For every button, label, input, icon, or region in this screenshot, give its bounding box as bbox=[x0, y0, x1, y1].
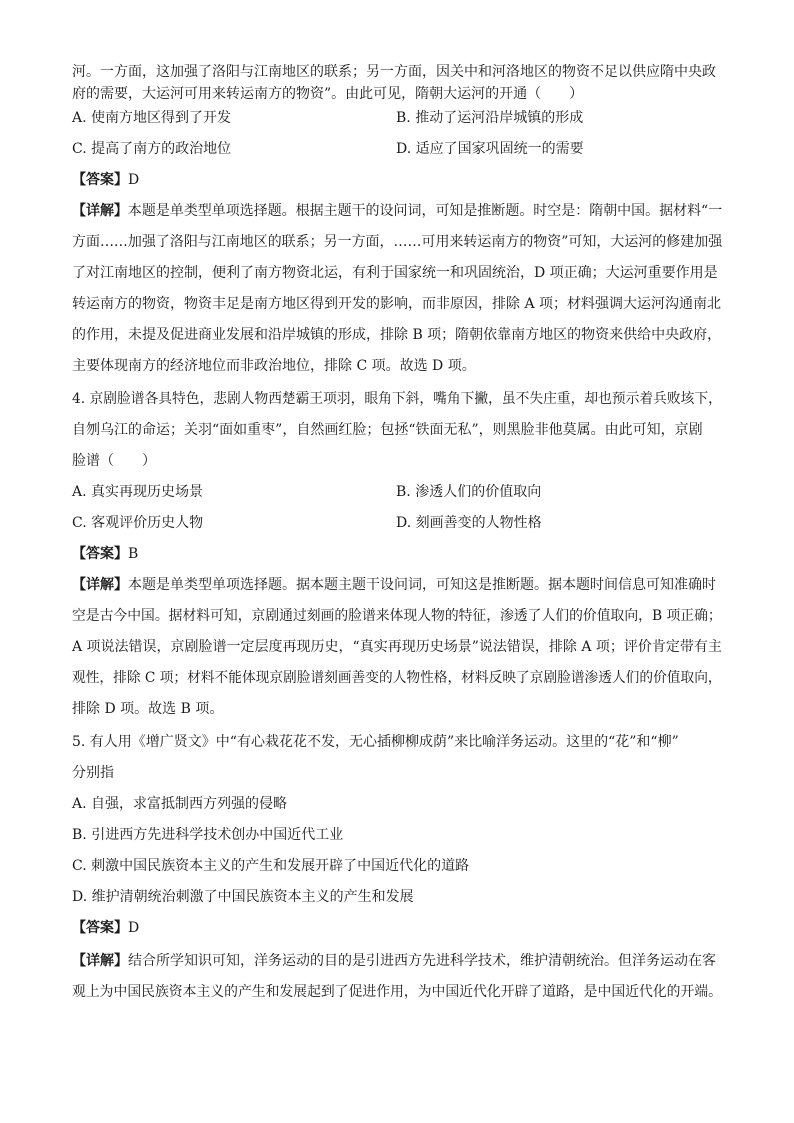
q3-explanation-line-1 bbox=[72, 200, 722, 222]
answer-label: 【答案】 bbox=[72, 546, 128, 562]
q4-explanation-line-5: 排除 D 项。故选 B 项。 bbox=[72, 701, 224, 717]
q3-option-b: B. 推动了运河沿岸城镇的形成 bbox=[396, 110, 584, 126]
q5-stem-line-1: 5. 有人用《增广贤文》中“有心栽花花不发，无心插柳柳成荫”来比喻洋务运动。这里的“花”和“柳” bbox=[72, 734, 679, 750]
q3-explanation-line-5: 的作用，未提及促进商业发展和沿岸城镇的形成，排除 B 项；隋朝依靠南方地区的物资来供给中央政府， bbox=[72, 327, 722, 343]
q3-stem-line-1: 河。一方面，这加强了洛阳与江南地区的联系；另一方面，因关中和河洛地区的物资不足以供应隋中央政 bbox=[72, 64, 716, 80]
q4-stem-line-2: 自刎乌江的命运；关羽“面如重枣”，自然画红脸；包拯“铁面无私”，则黑脸非他莫属。由此可知，京剧 bbox=[72, 422, 703, 438]
q3-explanation-line-3: 了对江南地区的控制，便利了南方物资北运，有利于国家统一和巩固统治，D 项正确；大运河重要作用是 bbox=[72, 265, 718, 281]
q3-stem-line-2: 府的需要，大运河可用来转运南方的物资”。由此可见，隋朝大运河的开通（ ） bbox=[72, 86, 584, 102]
q5-answer bbox=[72, 917, 139, 939]
q5-option-d: D. 维护清朝统治刺激了中国民族资本主义的产生和发展 bbox=[72, 889, 414, 905]
q4-option-b: B. 渗透人们的价值取向 bbox=[396, 484, 542, 500]
q4-option-d: D. 刻画善变的人物性格 bbox=[396, 515, 542, 531]
q5-option-b: B. 引进西方先进科学技术创办中国近代工业 bbox=[72, 827, 344, 843]
q5-stem-line-2: 分别指 bbox=[72, 765, 114, 781]
q5-explanation-line-2: 观上为中国民族资本主义的产生和发展起到了促进作用，为中国近代化开辟了道路，是中国近代化的开端。 bbox=[72, 984, 722, 1000]
explanation-text: 本题是单类型单项选择题。根据主题干的设问词，可知是推断题。时空是：隋朝中国。据材料“一 bbox=[127, 203, 723, 219]
explanation-text: 结合所学知识可知，洋务运动的目的是引进西方先进科学技术，维护清朝统治。但洋务运动在客 bbox=[128, 953, 716, 969]
q3-option-a: A. 使南方地区得到了开发 bbox=[72, 110, 232, 126]
q4-option-c: C. 客观评价历史人物 bbox=[72, 515, 204, 531]
explain-label: 【详解】 bbox=[72, 203, 128, 219]
q4-explanation-line-1 bbox=[72, 574, 716, 596]
answer-value: B bbox=[128, 546, 139, 562]
q5-option-c: C. 刺激中国民族资本主义的产生和发展开辟了中国近代化的道路 bbox=[72, 858, 470, 874]
q4-stem-line-3: 脸谱（ ） bbox=[72, 453, 156, 469]
explain-label: 【详解】 bbox=[72, 953, 128, 969]
answer-label: 【答案】 bbox=[72, 920, 128, 936]
q4-explanation-line-4: 观性，排除 C 项；材料不能体现京剧脸谱刻画善变的人物性格，材料反映了京剧脸谱渗透人们的价值取向， bbox=[72, 670, 722, 686]
q4-answer bbox=[72, 543, 138, 565]
q3-answer bbox=[72, 169, 139, 191]
explanation-text: 本题是单类型单项选择题。据本题主题干设问词，可知这是推断题。据本题时间信息可知准确时 bbox=[128, 577, 716, 593]
q3-explanation-line-2: 方面……加强了洛阳与江南地区的联系；另一方面，……可用来转运南方的物资”可知，大运河的修建加强 bbox=[72, 234, 723, 250]
q3-option-c: C. 提高了南方的政治地位 bbox=[72, 141, 232, 157]
answer-value: D bbox=[128, 172, 140, 188]
q4-explanation-line-3: A 项说法错误，京剧脸谱一定层度再现历史，“真实再现历史场景”说法错误，排除 A 项；评价肯定带有主 bbox=[72, 639, 722, 655]
q3-explanation-line-4: 转运南方的物资，物资丰足是南方地区得到开发的影响，而非原因，排除 A 项；材料强调大运河沟通南北 bbox=[72, 296, 722, 312]
q5-explanation-line-1 bbox=[72, 950, 716, 972]
q4-option-a: A. 真实再现历史场景 bbox=[72, 484, 204, 500]
q3-option-d: D. 适应了国家巩固统一的需要 bbox=[396, 141, 584, 157]
q4-explanation-line-2: 空是古今中国。据材料可知，京剧通过刻画的脸谱来体现人物的特征，渗透了人们的价值取向，B 项正确； bbox=[72, 608, 722, 624]
q5-option-a: A. 自强，求富抵制西方列强的侵略 bbox=[72, 796, 288, 812]
answer-label: 【答案】 bbox=[72, 172, 128, 188]
q4-stem-line-1: 4. 京剧脸谱各具特色，悲剧人物西楚霸王项羽，眼角下斜，嘴角下撇，虽不失庄重，却也预示着兵败垓下， bbox=[72, 391, 722, 407]
q3-explanation-line-6: 主要体现南方的经济地位而非政治地位，排除 C 项。故选 D 项。 bbox=[72, 358, 476, 374]
answer-value: D bbox=[128, 920, 140, 936]
explain-label: 【详解】 bbox=[72, 577, 128, 593]
